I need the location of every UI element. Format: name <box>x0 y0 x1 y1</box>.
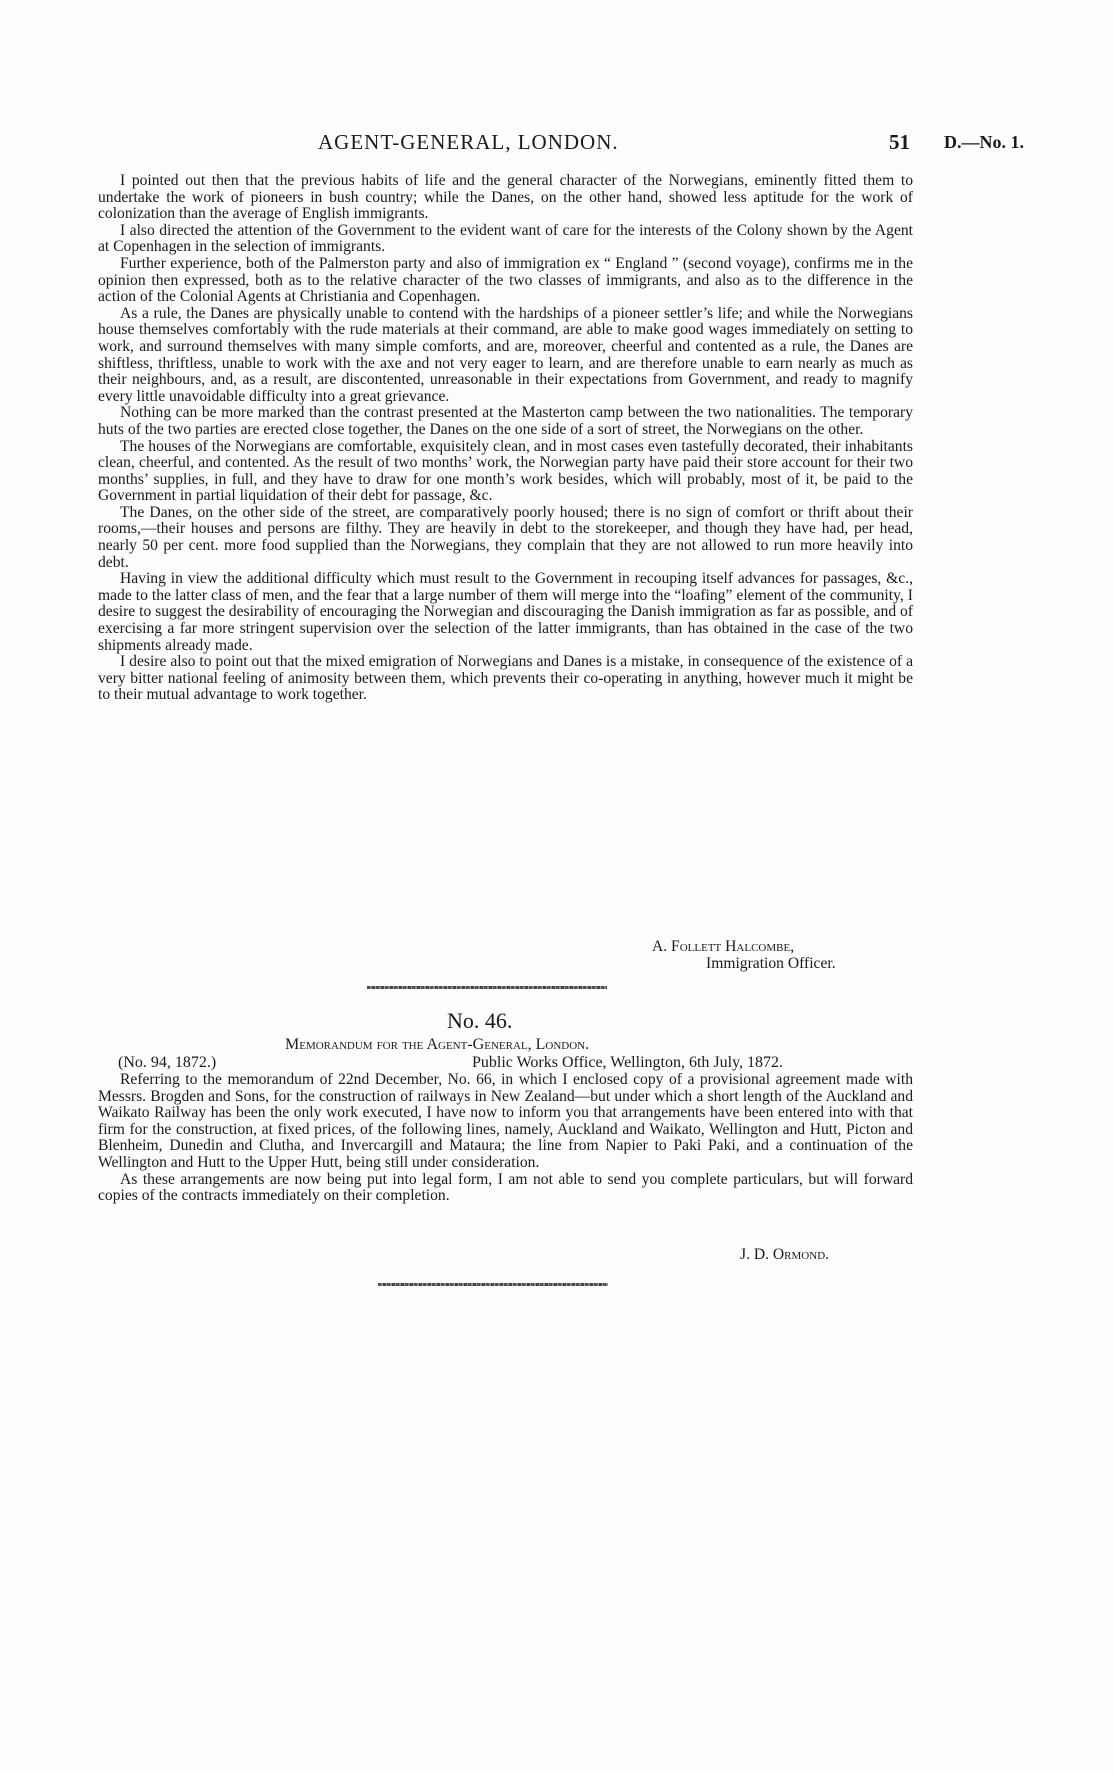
memo-heading: Memorandum for the Agent-General, London. <box>285 1036 590 1053</box>
letter-paragraph: Nothing can be more marked than the contrast presented at the Masterton camp between the two nationalities. The temporary huts of the two parties are erected close together, the Danes on the one side of a sort of street, the Norwegians on the other. <box>98 404 913 438</box>
page-number: 51 <box>889 130 910 154</box>
letter-paragraph: The houses of the Norwegians are comfortable, exquisitely clean, and in most cases even tastefully decorated, their inhabitants clean, cheerful, and contented. As the result of two months’ work, the Norwegian party have paid their store account for their two months’ supplies, in full, and they have to draw for one month’s work besides, which will probably, most of it, be paid to the Government in partial liquidation of their debt for passage, &c. <box>98 437 913 505</box>
letter-paragraph: Having in view the additional difficulty which must result to the Government in recouping itself advances for passages, &c., made to the latter class of men, and the fear that a large number of them will merge into the “loafing” element of the community, I desire to suggest the desirability of encouraging the Norwegian and discouraging the Danish immigration as far as possible, and of exercising a far more stringent supervision over the selection of the latter immigrants, than has obtained in the case of the two shipments already made. <box>98 570 914 654</box>
letter-body <box>98 173 913 704</box>
signature-title: Immigration Officer. <box>706 955 836 972</box>
memo-place-date: Public Works Office, Wellington, 6th July, 1872. <box>472 1054 784 1071</box>
letter-paragraph: I also directed the attention of the Government to the evident want of care for the interests of the Colony shown by the Agent at Copenhagen in the selection of immigrants. <box>98 221 913 256</box>
letter-paragraph: I desire also to point out that the mixed emigration of Norwegians and Danes is a mistake, in consequence of the existence of a very bitter national feeling of animosity between them, which prevents their co-operating in anything, however much it might be to their mutual advantage to work together. <box>98 653 913 704</box>
page-title: AGENT-GENERAL, LONDON. <box>318 130 619 154</box>
memo-paragraph: Referring to the memorandum of 22nd December, No. 66, in which I enclosed copy of a provisional agreement made with Messrs. Brogden and Sons, for the construction of railways in New Zealand—but under which a short length of the Auckland and Waikato Railway has been the only work executed, I have now to inform you that arrangements have been entered into with that firm for the construction, at fixed prices, of the following lines, namely, Auckland and Waikato, Wellington and Hutt, Picton and Blenheim, Dunedin and Clutha, and Invercargill and Mataura; the line from Napier to Paki Paki, and a continuation of the Wellington and Hutt to the Upper Hutt, being still under consideration. <box>98 1071 913 1171</box>
memo-body <box>98 1072 913 1205</box>
letter-paragraph: As a rule, the Danes are physically unable to contend with the hardships of a pioneer settler’s life; and while the Norwegians house themselves comfortably with the rude materials at their command, are able to make good wages immediately on setting to work, and surround themselves with many simple comforts, and are, moreover, cheerful and contented as a rule, the Danes are shiftless, thriftless, unable to work with the axe and not very eager to learn, and are therefore unable to earn nearly as much as their neighbours, and, as a result, are discontented, unreasonable in their expectations from Government, and ready to magnify every little unavoidable difficulty into a great grievance. <box>98 304 913 405</box>
memo-number: No. 46. <box>447 1008 513 1033</box>
signature-name: A. Follett Halcombe, <box>652 938 795 955</box>
memo-signature: J. D. Ormond. <box>740 1246 830 1263</box>
section-divider <box>367 986 607 989</box>
memo-paragraph: As these arrangements are now being put into legal form, I am not able to send you complete particulars, but will forward copies of the contracts immediately on their completion. <box>98 1170 913 1205</box>
memo-reference: (No. 94, 1872.) <box>118 1054 217 1071</box>
section-divider <box>378 1283 608 1286</box>
running-head <box>0 130 1114 160</box>
letter-paragraph: Further experience, both of the Palmerston party and also of immigration ex “ England ” (second voyage), confirms me in the opinion then expressed, both as to the relative character of the two classes of immigrants, and also as to the difference in the action of the Colonial Agents at Christiania and Copenhagen. <box>98 254 913 306</box>
letter-paragraph: I pointed out then that the previous habits of life and the general character of the Norwegians, eminently fitted them to undertake the work of pioneers in bush country; while the Danes, on the other hand, showed less aptitude for the work of colonization than the average of English immigrants. <box>98 172 913 223</box>
letter-paragraph: The Danes, on the other side of the street, are comparatively poorly housed; there is no sign of comfort or thrift about their rooms,—their houses and persons are filthy. They are heavily in debt to the storekeeper, and though they have had, per head, nearly 50 per cent. more food supplied than the Norwegians, they complain that they are not allowed to run more heavily into debt. <box>98 503 913 571</box>
document-reference: D.—No. 1. <box>944 132 1024 152</box>
